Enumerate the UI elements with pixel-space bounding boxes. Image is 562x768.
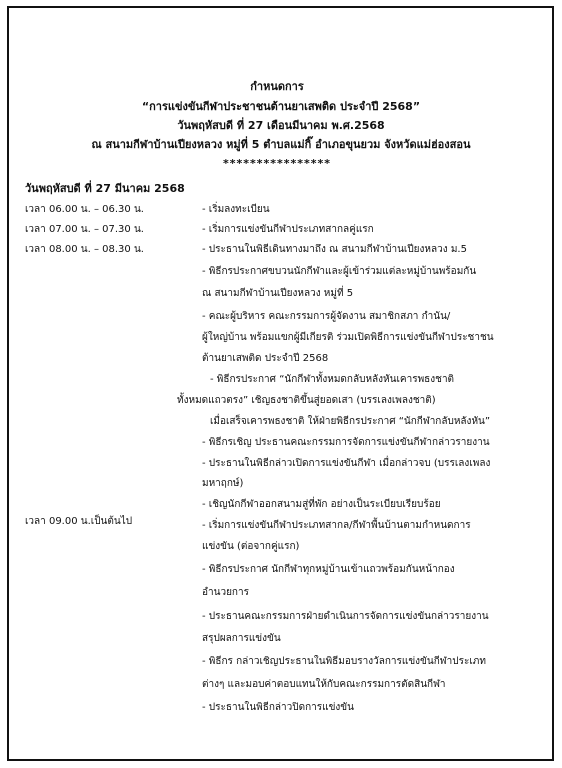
agenda-line: แข่งขัน (ต่อจากคู่แรก): [202, 541, 300, 552]
agenda-line: ต่างๆ และมอบค่าตอบแทนให้กับคณะกรรมการตัดสินกีฬา: [202, 679, 446, 690]
agenda-line: - พิธีกร กล่าวเชิญประธานในพิธีมอบรางวัลการแข่งขันกีฬาประเภท: [202, 656, 486, 667]
doc-title: กำหนดการ: [250, 80, 304, 93]
agenda-line: - เริ่มการแข่งขันกีฬาประเภทสากลคู่แรก: [202, 224, 374, 235]
agenda-line: ต้านยาเสพติด ประจำปี 2568: [202, 353, 329, 364]
event-venue: ณ สนามกีฬาบ้านเปียงหลวง หมู่ที่ 5 ตำบลแม่กิ๊ อำเภอขุนยวม จังหวัดแม่ฮ่องสอน: [91, 138, 471, 151]
agenda-line: เมื่อเสร็จเคารพธงชาติ ให้ฝ่ายพิธีกรประกาศ “นักกีฬากลับหลังหัน”: [210, 416, 491, 427]
event-name: “การแข่งขันกีฬาประชาชนต้านยาเสพติด ประจำปี 2568”: [141, 100, 421, 113]
time-0600: เวลา 06.00 น. – 06.30 น.: [25, 204, 144, 215]
agenda-line: สรุปผลการแข่งขัน: [202, 633, 281, 644]
agenda-line: ผู้ใหญ่บ้าน พร้อมแขกผู้มีเกียรติ ร่วมเปิดพิธีการแข่งขันกีฬาประชาชน: [202, 332, 494, 343]
agenda-line: มหาฤกษ์): [202, 478, 244, 489]
time-0800: เวลา 08.00 น. – 08.30 น.: [25, 244, 144, 255]
agenda-line: อำนวยการ: [202, 587, 249, 598]
agenda-line: ณ สนามกีฬาบ้านเปียงหลวง หมู่ที่ 5: [202, 288, 354, 299]
agenda-line: - ประธานคณะกรรมการฝ่ายดำเนินการจัดการแข่งขันกล่าวรายงาน: [202, 611, 489, 622]
date-heading: วันพฤหัสบดี ที่ 27 มีนาคม 2568: [25, 182, 185, 195]
agenda-line: - พิธีกรประกาศ “นักกีฬาทั้งหมดกลับหลังหันเคารพธงชาติ: [210, 374, 455, 385]
separator-stars: ****************: [222, 157, 332, 170]
agenda-line: - พิธีกรประกาศขบวนนักกีฬาและผู้เข้าร่วมแต่ละหมู่บ้านพร้อมกัน: [202, 266, 477, 277]
agenda-line: - ประธานในพิธีเดินทางมาถึง ณ สนามกีฬาบ้านเปียงหลวง ม.5: [202, 244, 467, 255]
agenda-line: - เริ่มการแข่งขันกีฬาประเภทสากล/กีฬาพื้นบ้านตามกำหนดการ: [202, 520, 471, 531]
agenda-line: ทั้งหมดแถวตรง” เชิญธงชาติขึ้นสู่ยอดเสา (บรรเลงเพลงชาติ): [177, 395, 436, 406]
agenda-line: - เชิญนักกีฬาออกสนามสู่ที่พัก อย่างเป็นระเบียบเรียบร้อย: [202, 499, 441, 510]
agenda-line: - ประธานในพิธีกล่าวเปิดการแข่งขันกีฬา เมื่อกล่าวจบ (บรรเลงเพลง: [202, 458, 491, 469]
time-0900: เวลา 09.00 น.เป็นต้นไป: [25, 516, 133, 527]
agenda-line: - พิธีกรประกาศ นักกีฬาทุกหมู่บ้านเข้าแถวพร้อมกันหน้ากอง: [202, 564, 455, 575]
agenda-line: - คณะผู้บริหาร คณะกรรมการผู้จัดงาน สมาชิกสภา กำนัน/: [202, 311, 451, 322]
agenda-line: - พิธีกรเชิญ ประธานคณะกรรมการจัดการแข่งขันกีฬากล่าวรายงาน: [202, 437, 490, 448]
time-0700: เวลา 07.00 น. – 07.30 น.: [25, 224, 144, 235]
agenda-line: - เริ่มลงทะเบียน: [202, 204, 270, 215]
event-date: วันพฤหัสบดี ที่ 27 เดือนมีนาคม พ.ศ.2568: [177, 119, 385, 132]
agenda-line: - ประธานในพิธีกล่าวปิดการแข่งขัน: [202, 702, 354, 713]
